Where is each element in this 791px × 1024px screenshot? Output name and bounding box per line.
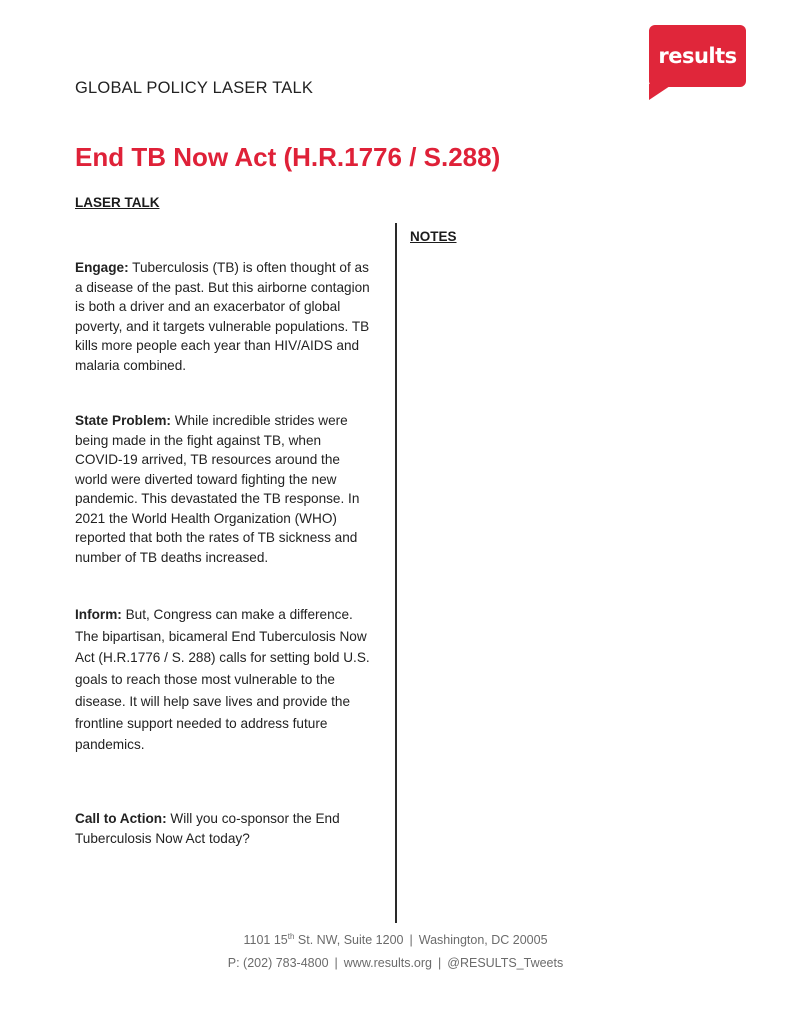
footer-separator: |	[334, 956, 338, 970]
column-divider	[395, 223, 397, 923]
footer-separator: |	[438, 956, 442, 970]
logo-text: results	[658, 44, 737, 68]
engage-text: Tuberculosis (TB) is often thought of as a disease of the past. But this airborne contagion is both a driver and an exacerbator of global poverty, and it targets vulnerable populations. TB kills more people each year than HIV/AIDS and malaria combined.	[75, 260, 370, 373]
call-to-action-text: Will you co-sponsor the End Tuberculosis Now Act today?	[75, 811, 340, 846]
page-kicker: GLOBAL POLICY LASER TALK	[75, 79, 314, 97]
logo-speech-tail	[649, 84, 673, 100]
inform-paragraph	[75, 604, 370, 756]
footer-phone: P: (202) 783-4800	[227, 956, 329, 970]
footer-address-rest: St. NW, Suite 1200	[294, 933, 404, 947]
footer-address-sup: th	[287, 931, 295, 941]
call-to-action-lead: Call to Action:	[75, 811, 167, 826]
laser-talk-heading: LASER TALK	[75, 195, 160, 210]
page-title: End TB Now Act (H.R.1776 / S.288)	[75, 142, 501, 172]
call-to-action-paragraph	[75, 809, 370, 848]
footer-contact-line	[0, 956, 791, 970]
engage-lead: Engage:	[75, 260, 129, 275]
footer-website-link[interactable]: www.results.org	[343, 956, 433, 970]
footer-address-line	[0, 933, 791, 947]
engage-paragraph	[75, 258, 370, 375]
footer-city: Washington, DC 20005	[418, 933, 548, 947]
footer-twitter-link[interactable]: @RESULTS_Tweets	[447, 956, 564, 970]
notes-heading: NOTES	[410, 229, 457, 244]
footer-address-number: 1101 15	[243, 933, 288, 947]
footer-separator: |	[409, 933, 413, 947]
inform-text: But, Congress can make a difference. The bipartisan, bicameral End Tuberculosis Now Act (H.R.1776 / S. 288) calls for setting bold U.S. goals to reach those most vulnerable to the disease. It will help save lives and provide the frontline support needed to address future pandemics.	[75, 607, 370, 753]
inform-lead: Inform:	[75, 607, 122, 622]
state-problem-text: While incredible strides were being made in the fight against TB, when COVID-19 arrived, TB resources around the world were diverted toward fighting the new pandemic. This devastated the TB response. In 2021 the World Health Organization (WHO) reported that both the rates of TB sickness and number of TB deaths increased.	[75, 413, 360, 565]
results-logo	[649, 25, 746, 87]
state-problem-lead: State Problem:	[75, 413, 171, 428]
state-problem-paragraph	[75, 411, 370, 567]
